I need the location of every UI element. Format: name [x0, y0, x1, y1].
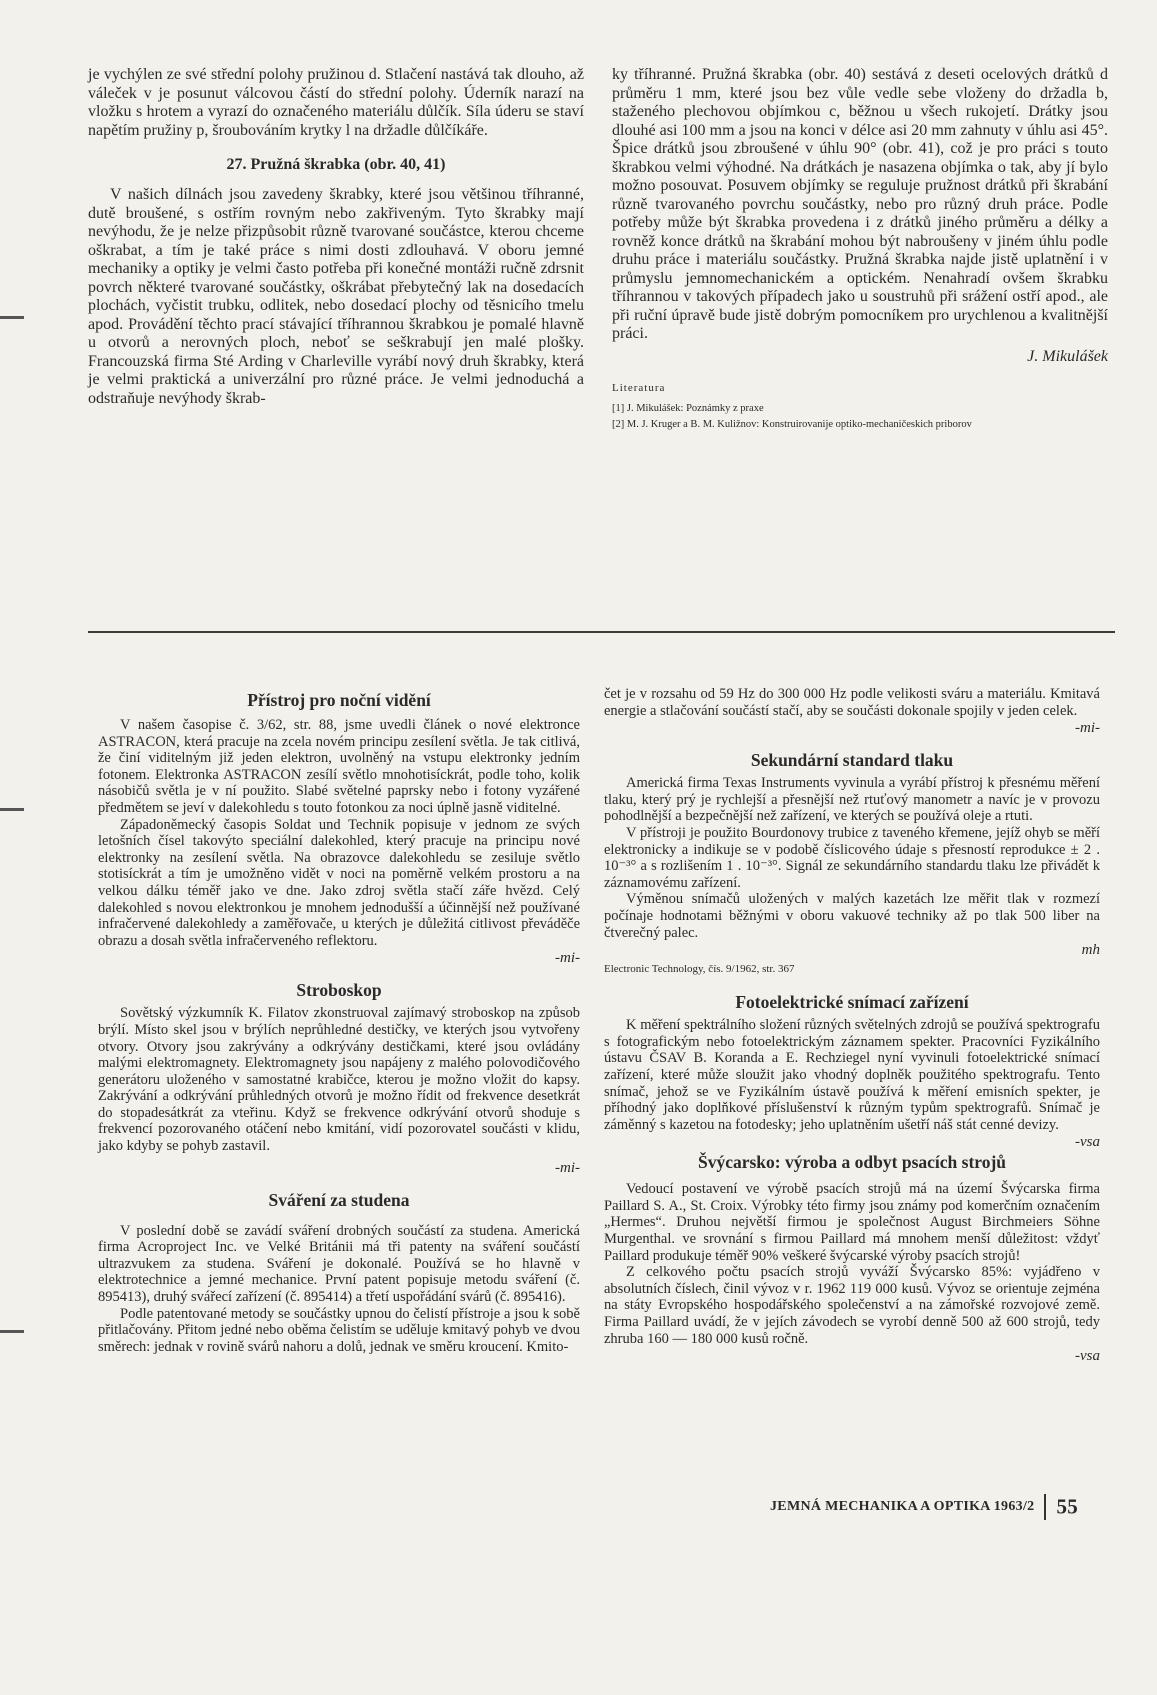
news-paragraph: V našem časopise č. 3/62, str. 88, jsme uvedli článek o nové elektronce ASTRACON, která pracuje na zcela novém principu zesílení světla. Je tak citlivá, že činí viditelným již jeden elektron, uvolněný na vstupu elektronky jedním fotonem. Elektronka ASTRACON zesílí světlo mnohotisíckrát, podle toho, kolik násobičů světla je v ní použito. Slabé světelné paprsky nebo i fotony vyzářené předmětem se jeví v dalekohledu s touto fotonkou za noci úplně jasně viditelné. [98, 717, 580, 816]
footer-divider [1044, 1494, 1046, 1520]
news-paragraph: V poslední době se zavádí sváření drobných součástí za studena. Americká firma Acroproject Inc. ve Velké Británii má tři patenty na sváření součástí ultrazvukem za studena. Sváření je dokonalé. Používá se ho hlavně v elektrotechnice a jemné mechanice. První patent popisuje metodu sváření (č. 895413), druhý svářecí zařízení (č. 895414) a třetí uspořádání svárů (č. 895416). [98, 1222, 580, 1306]
news-paragraph: Západoněmecký časopis Soldat und Technik popisuje v jednom ze svých letošních čísel takovýto speciální dalekohled, který pracuje na principu nové elektronky na zesílení světla. Na obrazovce dalekohledu se zesiluje světlo stotisíckrát a tím je umožněno vidět v noci na poměrně velkém prostoru a na velkou dálku téměř jako ve dne. Jako zdroj světla stačí záře hvězd. Celý dalekohled s novou elektronkou je mnohem jednodušší a účinnější než používané infračervené dalekohledy a zaměřovače, u kterých je důležitá citlivost převáděče obrazu a dosah světla infračerveného reflektoru. [98, 816, 580, 949]
news-signature: -vsa [1075, 1134, 1100, 1151]
reference-item: [2] M. J. Kruger a B. M. Kuližnov: Konstruirovanije optiko-mechaničeskich priborov [612, 418, 972, 430]
news-title: Stroboskop [296, 980, 382, 1001]
news-title: Švýcarsko: výroba a odbyt psacích strojů [697, 1152, 1007, 1173]
news-signature: -vsa [1075, 1348, 1100, 1365]
binding-mark [0, 316, 24, 319]
news-title: Přístroj pro noční vidění [247, 690, 431, 710]
article-body-continued: ky tříhranné. Pružná škrabka (obr. 40) sestává z deseti ocelových drátků d průměru 1 mm, které jsou bez vůle vedle sebe vloženy do držadla b, staženého plechovou objímkou c, běžnou u všech rukojetí. Drátky jsou dlouhé asi 100 mm a jsou na konci v délce asi 20 mm zahnuty v úhlu asi 45°. Špice drátků jsou zbroušené v úhlu 90° (obr. 41), což je pro práci s touto škrabkou velmi výhodné. Na drátkách je nasazena objímka o tak, aby jí bylo možno posouvat. Posuvem objímky se reguluje pružnost drátků při škrabání různě tvarovaného povrchu součástky, nebo pro různý druh práce. Podle potřeby může být škrabka provedena i z drátků jiného průměru a délky a rovněž konce drátků na škrabání mohou být nabroušeny v jiném úhlu podle druhu práce i materiálu součástky. Pružná škrabka najde jistě uplatnění i v průmyslu jemnomechanickém a optickém. Nenahradí ovšem škrabku tříhrannou v takových případech jako u soustruhů při srážení ostří apod., ale při ruční úpravě bude jistě dobrým pomocníkem pro urychlenou a kvalitnější práci. [612, 66, 1108, 342]
news-paragraph: Vedoucí postavení ve výrobě psacích strojů má na území Švýcarska firma Paillard S. A., St. Croix. Výrobky této firmy jsou známy pod komerčním označením „Hermes“. Druhou největší firmou je společnost August Birchmeiers Söhne Murgenthal. ve srovnání s firmou Paillard má mnohem menší důležitost: vždyť Paillard produkuje téměř 90% veškeré švýcarské výroby psacích strojů! [604, 1181, 1100, 1264]
news-paragraph: Sovětský výzkumník K. Filatov zkonstruoval zajímavý stroboskop na způsob brýlí. Místo skel jsou v brýlích neprůhledné destičky, ve kterých jsou vytvořeny otvory. Otvory jsou zakrývány a odkrývány destičkami, které jsou ovládány malými elektromagnety. Elektromagnety jsou napájeny z malého polovodičového generátoru uloženého v samostatné krabičce, kterou je možno vložit do kapsy. Zakrývání a odkrývání průhledných otvorů je možno řídit od frekvence desetkrát do stopadesátkrát za vteřinu. Když se frekvence odkrývání otvorů shoduje s frekvencí pozorovaného otáčení nebo kmitání, vidí pozorovatel součásti v klidu, jako kdyby se pohyb zastavil. [98, 1005, 580, 1155]
literature-heading: Literatura [612, 381, 666, 394]
page-footer [770, 1494, 1078, 1520]
binding-mark [0, 1330, 24, 1333]
news-paragraph: Podle patentované metody se součástky upnou do čelistí přístroje a jsou k sobě přitlačovány. Přitom jedné nebo oběma čelistím se uděluje kmitavý pohyb ve dvou směrech: jednak v rovině svárů nahoru a dolů, jednak ve směru kroucení. Kmito- [98, 1305, 580, 1355]
section-divider [88, 631, 1115, 633]
news-signature: mh [1081, 942, 1100, 959]
top-left-column [88, 66, 584, 408]
news-paragraph: čet je v rozsahu od 59 Hz do 300 000 Hz podle velikosti sváru a materiálu. Kmitavá energie a stlačování součástí stačí, aby se součásti dokonale spojily v jeden celek. [604, 686, 1100, 719]
top-right-column [612, 66, 1108, 434]
news-signature: -mi- [1075, 720, 1100, 737]
news-source: Electronic Technology, čís. 9/1962, str. 367 [604, 963, 795, 976]
news-paragraph: Výměnou snímačů uložených v malých kazetách lze měřit tlak v rozmezí počínaje hodnotami běžnými v oboru vakuové techniky až po tlak 500 liber na čtverečný palec. [604, 891, 1100, 941]
journal-name: JEMNÁ MECHANIKA A OPTIKA 1963/2 [770, 1499, 1035, 1515]
news-title: Fotoelektrické snímací zařízení [735, 992, 969, 1013]
bottom-right-column [604, 686, 1100, 1365]
news-paragraph: Americká firma Texas Instruments vyvinula a vyrábí přístroj k přesnému měření tlaku, který prý je rychlejší a přesnější než rtuťový manometr a navíc je v provozu pohodlnější a bezpečnější než zařízení, ve kterých se používá oleje a rtuti. [604, 775, 1100, 825]
page-number: 55 [1056, 1494, 1079, 1519]
news-title: Sváření za studena [268, 1189, 410, 1210]
binding-mark [0, 808, 24, 811]
news-signature: -mi- [555, 1159, 580, 1176]
bottom-left-column [98, 689, 580, 1355]
article-heading: 27. Pružná škrabka (obr. 40, 41) [226, 156, 446, 173]
news-paragraph: Z celkového počtu psacích strojů vyváží Švýcarsko 85%: vyjádřeno v absolutních číslech, činil vývoz v r. 1962 119 000 kusů. Vývoz se orientuje zejména na státy Evropského hospodářského společenství a na zámořské rozvojové země. Firma Paillard uvádí, že v jejích závodech se vyrobí denně 500 až 600 strojů, tedy zhruba 160 — 180 000 kusů ročně. [604, 1264, 1100, 1347]
article-author: J. Mikulášek [1027, 347, 1108, 365]
news-signature: -mi- [555, 950, 580, 967]
reference-item: [1] J. Mikulášek: Poznámky z praxe [612, 402, 764, 414]
news-title: Sekundární standard tlaku [750, 750, 954, 771]
article-continuation: je vychýlen ze své střední polohy pružinou d. Stlačení nastává tak dlouho, až váleček v je posunut válcovou částí do střední polohy. Úderník narazí na vložku s hrotem a vyrazí do označeného materiálu důlčík. Síla úderu se staví napětím pružiny p, šroubováním krytky l na držadle důlčíkáře. [88, 66, 584, 139]
news-paragraph: V přístroji je použito Bourdonovy trubice z taveného křemene, jejíž ohyb se měří elektronicky a indikuje se v podobě číslicového údaje s přesností reprodukce ± 2 . 10⁻³° a s rozlišením 1 . 10⁻³°. Signál ze sekundárního standardu tlaku lze přivádět k záznamovému zařízení. [604, 824, 1100, 891]
news-paragraph: K měření spektrálního složení různých světelných zdrojů se používá spektrografu s fotografickým nebo fotoelektrickým záznamem spekter. Pracovníci Fyzikálního ústavu ČSAV B. Koranda a E. Rechziegel nyní vyvinuli fotoelektrické snímací zařízení, které může sloužit jako vhodný doplněk použitého spektrografu. Tento snímač, jehož se ve Fyzikálním ústavě používá k měření emisních spekter, je příhodný jako doplňkové příslušenství k různým typům spektrografů. Snímač je záměnný s kazetou na fotodesky; jeho uplatněním ušetří náš stát cenné devizy. [604, 1017, 1100, 1133]
article-body: V našich dílnách jsou zavedeny škrabky, které jsou většinou tříhranné, dutě broušené, s ostřím rovným nebo zakřiveným. Tyto škrabky mají nevýhodu, že je nelze přizpůsobit různě tvarované součástce, kterou chceme oškrabat, a tím je také práce s nimi dosti zdlouhavá. V oboru jemné mechaniky a optiky je velmi často potřeba při konečné montáži ručně zdrsnit povrch některé tvarované součástky, oškrábat přebytečný lak na dosedacích plochách, vyčistit trubku, odlitek, nebo dosedací plochy od těsnicího tmelu apod. Provádění těchto prací stávající tříhrannou škrabkou je pomalé hlavně u otvorů a nerovných ploch, neboť se seškrabují jen malé plošky. Francouzská firma Sté Arding v Charleville vyrábí nový druh škrabky, která je velmi praktická a univerzální pro různé práce. Je velmi jednoduchá a odstraňuje nevýhody škrab- [88, 186, 584, 407]
